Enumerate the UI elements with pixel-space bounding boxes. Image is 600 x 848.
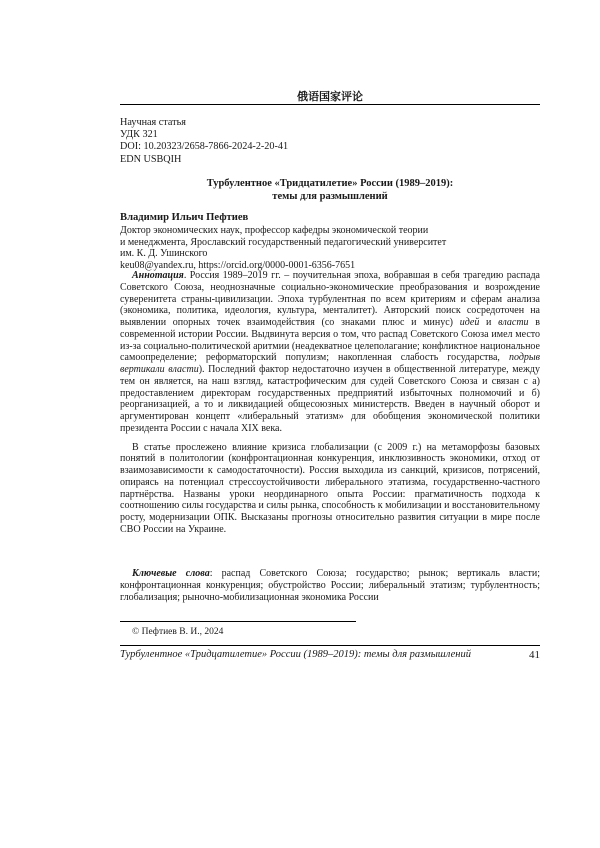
article-title xyxy=(120,178,540,203)
abstract-paragraph-1 xyxy=(120,270,540,435)
edn-code: EDN USBQIH xyxy=(120,153,182,165)
author-affiliation-line: и менеджмента, Ярославский государственный педагогический университет xyxy=(120,236,447,248)
article-type: Научная статья xyxy=(120,117,186,128)
author-block xyxy=(120,212,540,272)
keywords-label: Ключевые слова xyxy=(132,568,210,579)
author-contacts: keu08@yandex.ru, https://orcid.org/0000-0001-6356-7651 xyxy=(120,260,356,272)
abstract xyxy=(120,270,540,536)
page-footer xyxy=(120,649,540,660)
page-number: 41 xyxy=(529,649,540,661)
keywords xyxy=(120,568,540,603)
article-title-line-2: темы для размышлений xyxy=(272,190,388,202)
doi: DOI: 10.20323/2658-7866-2024-2-20-41 xyxy=(120,141,289,153)
abstract-text: и xyxy=(479,317,499,328)
footer-divider xyxy=(120,645,540,646)
article-meta xyxy=(120,117,540,166)
copyright-notice: © Пефтиев В. И., 2024 xyxy=(132,627,224,637)
abstract-text: . Россия 1989–2019 гг. – поучительная эпоха, вобравшая в себя трагедию распада Советского Союза, неоднозначные социально-экономические преобразования и возрождение суверенитета страны-цивилизации. Эпоха турбулентная по всем критериям и сферам анализа (экономика, политика, идеология, культура, менталитет). Авторский поиск сосредоточен на выявлении опорных точек взаимодействия (со знаками плюс и минус) xyxy=(120,270,540,328)
keywords-text: : распад Советского Союза; государство; рынок; вертикаль власти; конфронтационная конкуренция; обустройство России; либеральный этатизм; турбулентность; глобализация; рыночно-мобилизационная экономика России xyxy=(120,568,540,603)
abstract-text: ). Последний фактор недостаточно изучен в общественной литературе, между тем он является, на наш взгляд, катастрофическим для судей Советского Союза и связан с а) предоставлением директорам государственных предприятий избыточных полномочий и б) реорганизацией, а то и ликвидацией общесоюзных министерств. Введен в научный оборот и аргументирован концепт «либеральный этатизм» для обобщения экономической политики президента России с начала XIX века. xyxy=(120,364,540,434)
abstract-label: Аннотация xyxy=(132,270,184,281)
abstract-emphasis: идей xyxy=(459,317,480,328)
abstract-text: в современной истории России. Выдвинута версия о том, что распад Советского Союза имел место из-за социально-политической аритмии (неадекватное целеполагание; конфликтное национальное самоопределение; реформаторский популизм; накопленная слабость государства, xyxy=(120,317,540,364)
abstract-emphasis: власти xyxy=(498,317,529,328)
author-affiliation-line: им. К. Д. Ушинского xyxy=(120,248,208,260)
running-title: Турбулентное «Тридцатилетие» России (1989–2019): темы для размышлений xyxy=(120,649,471,660)
footnote-divider xyxy=(120,621,356,622)
author-name: Владимир Ильич Пефтиев xyxy=(120,212,249,223)
author-affiliation-line: Доктор экономических наук, профессор кафедры экономической теории xyxy=(120,224,429,236)
abstract-emphasis: подрыв вертикали власти xyxy=(120,352,540,375)
udc-code: УДК 321 xyxy=(120,129,158,141)
journal-header-title: 俄语国家评论 xyxy=(297,90,363,103)
abstract-paragraph-2: В статье прослежено влияние кризиса глобализации (с 2009 г.) на метаморфозы базовых понятий в политологии (конфронтационная конкуренция, инклюзивность экономики, отход от взаимозависимости к самодостаточности). Россия выходила из санкций, кризисов, потрясений, опираясь на потенциал стрессоустойчивости либерального этатизма, государственно-частного партнёрства. Названы уроки неординарного опыта России: прагматичность подхода к соотношению силы государства и силы рынка, способность к мобилизации и восстановительному росту, модернизации ОПК. Высказаны прогнозы относительно развития ситуации в мире после СВО России на Украине. xyxy=(120,441,540,535)
header-divider xyxy=(120,104,540,105)
article-title-line-1: Турбулентное «Тридцатилетие» России (1989–2019): xyxy=(206,178,454,189)
